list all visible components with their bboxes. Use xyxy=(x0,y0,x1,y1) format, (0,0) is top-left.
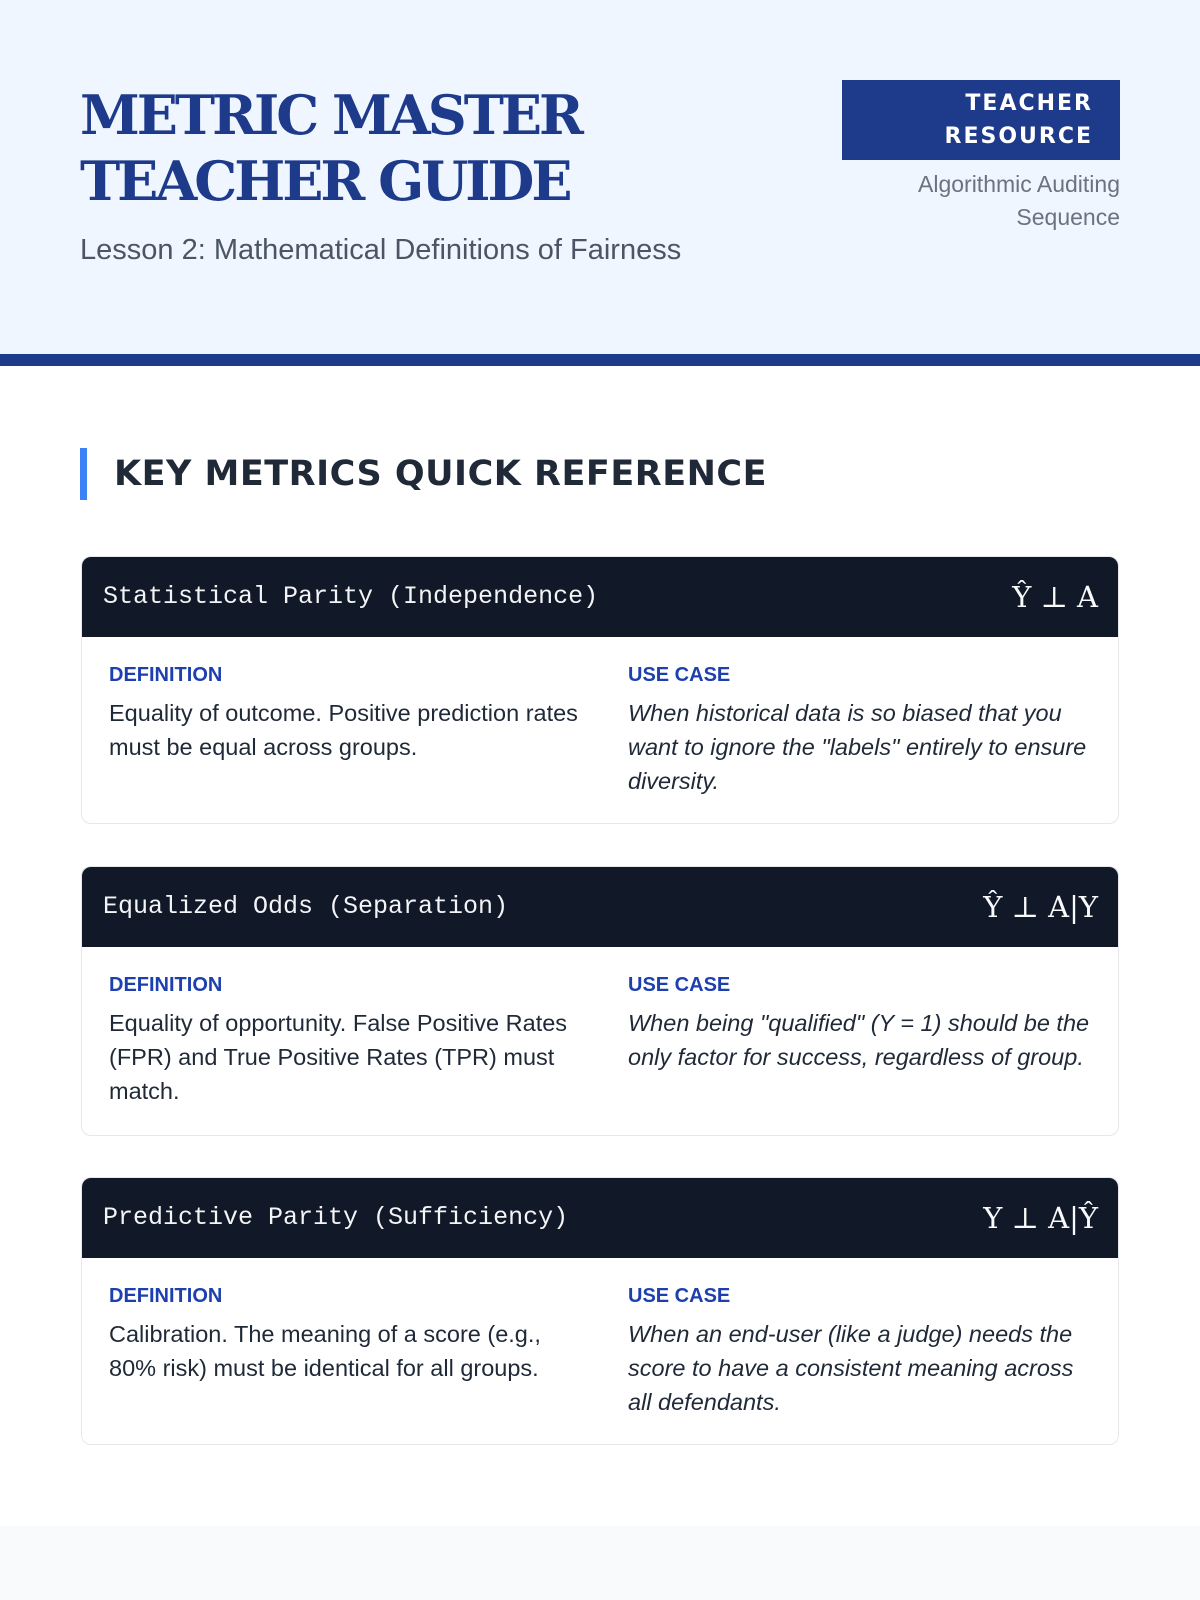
use-case-text: When an end-user (like a judge) needs the score to have a consistent meaning across all defendants. xyxy=(628,1321,1074,1415)
use-case-text: When being "qualified" (Y = 1) should be the only factor for success, regardless of group. xyxy=(628,1010,1090,1070)
metric-card-header xyxy=(82,867,1118,947)
metric-name: Equalized Odds (Separation) xyxy=(103,892,509,921)
use-case-label: USE CASE xyxy=(628,974,731,996)
definition-label: DEFINITION xyxy=(109,1285,223,1307)
use-case-label: USE CASE xyxy=(628,1285,731,1307)
metric-card-header xyxy=(82,557,1118,637)
use-case-label: USE CASE xyxy=(628,664,731,686)
definition-text: Equality of outcome. Positive prediction rates must be equal across groups. xyxy=(109,700,578,760)
metric-formula: Ŷ ⊥ A xyxy=(1012,580,1098,614)
section-accent-bar xyxy=(80,448,87,500)
metric-card-predictive-parity xyxy=(81,1177,1119,1445)
metric-formula: Y ⊥ A|Ŷ xyxy=(983,1201,1098,1235)
lesson-subtitle: Lesson 2: Mathematical Definitions of Fairness xyxy=(80,234,682,266)
page-title: METRIC MASTER TEACHER GUIDE xyxy=(80,83,581,213)
use-case-text: When historical data is so biased that you want to ignore the "labels" entirely to ensure diversity. xyxy=(628,700,1087,794)
teacher-resource-badge: TEACHER RESOURCE xyxy=(842,80,1120,160)
page-footer xyxy=(0,1526,1200,1600)
definition-label: DEFINITION xyxy=(109,664,223,686)
definition-label: DEFINITION xyxy=(109,974,223,996)
definition-text: Equality of opportunity. False Positive Rates (FPR) and True Positive Rates (TPR) must match. xyxy=(109,1010,568,1104)
metric-name: Predictive Parity (Sufficiency) xyxy=(103,1203,569,1232)
metric-card-header xyxy=(82,1178,1118,1258)
sequence-label: Algorithmic Auditing Sequence xyxy=(918,171,1120,230)
metric-formula: Ŷ ⊥ A|Y xyxy=(983,890,1098,924)
section-heading: KEY METRICS QUICK REFERENCE xyxy=(114,454,767,494)
header-divider xyxy=(0,354,1200,366)
metric-card-equalized-odds xyxy=(81,866,1119,1136)
metric-name: Statistical Parity (Independence) xyxy=(103,582,599,611)
definition-text: Calibration. The meaning of a score (e.g., 80% risk) must be identical for all groups. xyxy=(109,1321,541,1381)
metric-card-statistical-parity xyxy=(81,556,1119,824)
